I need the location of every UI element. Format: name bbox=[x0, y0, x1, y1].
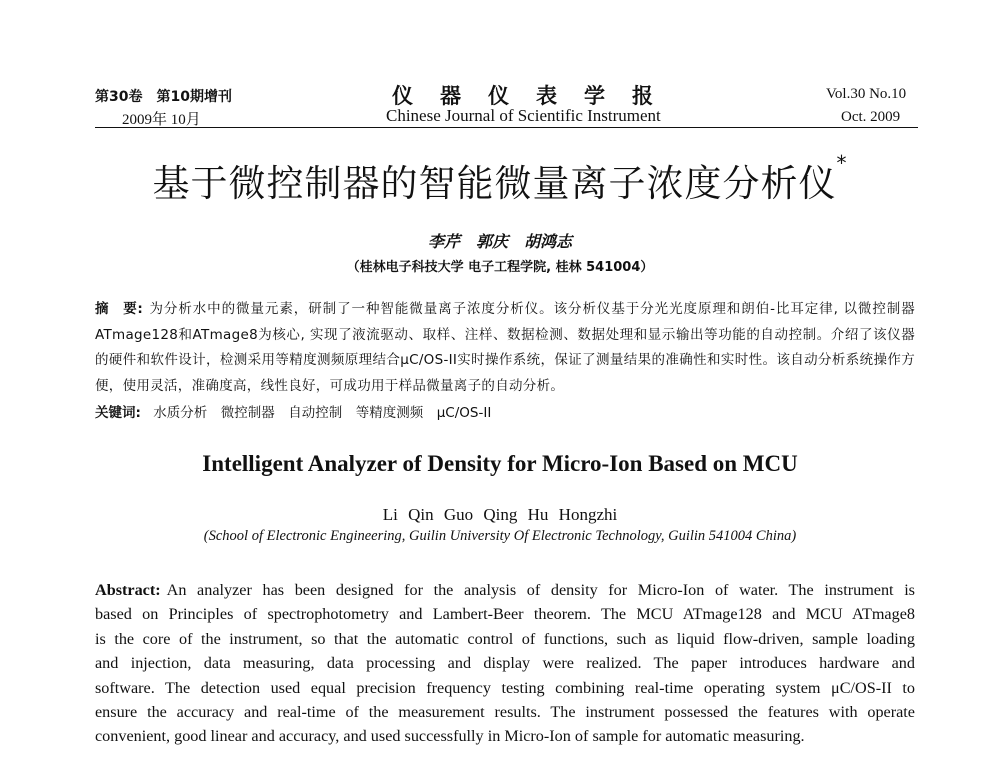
date-en: Oct. 2009 bbox=[841, 109, 901, 125]
abstract-en bbox=[95, 578, 915, 749]
keywords-cn-text: 水质分析 微控制器 自动控制 等精度测频 μC/OS-II bbox=[153, 405, 492, 421]
volume-issue-cn: 第30卷 第10期增刊 bbox=[95, 89, 232, 105]
title-footnote-mark: * bbox=[836, 151, 848, 175]
abstract-en-line: software. The detection used equal precision frequency testing combining real-time operating system μC/OS-II to bbox=[95, 678, 915, 697]
abstract-cn-text: 为分析水中的微量元素，研制了一种智能微量离子浓度分析仪。该分析仪基于分光光度原理和朗伯-比耳定律, 以微控制器ATmage128和ATmage8为核心, 实现了液流驱动、取样、注样、数据检测、数据处理和显示输出等功能的自动控制。介绍了该仪器的硬件和软件设计，检测采用等精度测频原理结合μC/OS-II实时操作系统，保证了测量结果的准确性和实时性。该自动分析系统操作方便，使用灵活，准确度高，线性良好，可成功用于样品微量离子的自动分析。 bbox=[95, 301, 916, 394]
abstract-en-line: convenient, good linear and accuracy, and used successfully in Micro-Ion of sample for automatic measuring. bbox=[95, 727, 805, 746]
journal-name-en: Chinese Journal of Scientific Instrument bbox=[386, 106, 661, 125]
date-cn: 2009年 10月 bbox=[122, 112, 201, 128]
abstract-en-line: ensure the accuracy and real-time of the measurement results. The instrument possessed the features with operate bbox=[95, 703, 915, 722]
abstract-en-line: is the core of the instrument, so that the automatic control of functions, such as liquid flow-driven, sample loading bbox=[95, 629, 915, 648]
header-rule bbox=[95, 127, 918, 128]
abstract-cn bbox=[95, 297, 915, 399]
title-cn-text: 基于微控制器的智能微量离子浓度分析仪 bbox=[152, 162, 837, 205]
keywords-cn-label: 关键词: bbox=[95, 405, 141, 421]
title-en: Intelligent Analyzer of Density for Micro-Ion Based on MCU bbox=[202, 451, 798, 476]
volume-issue-en: Vol.30 No.10 bbox=[826, 86, 907, 102]
authors-cn: 李芹 郭庆 胡鸿志 bbox=[427, 232, 572, 251]
abstract-en-line: and injection, data measuring, data processing and display were realized. The paper introduces hardware and bbox=[95, 654, 915, 673]
keywords-cn bbox=[95, 401, 491, 421]
title-cn bbox=[0, 153, 1000, 207]
abstract-en-label: Abstract: bbox=[95, 581, 161, 599]
abstract-en-line: Abstract: An analyzer has been designed for the analysis of density for Micro-Ion of water. The instrument is bbox=[95, 581, 915, 599]
authors-en: Li Qin Guo Qing Hu Hongzhi bbox=[382, 505, 618, 524]
journal-name-cn: 仪器仪表学报 bbox=[392, 84, 680, 108]
affiliation-en: (School of Electronic Engineering, Guilin University Of Electronic Technology, Guilin 541004 China) bbox=[203, 528, 797, 544]
affiliation-cn: （桂林电子科技大学 电子工程学院, 桂林 541004） bbox=[346, 260, 654, 275]
abstract-cn-label: 摘 要: bbox=[95, 301, 143, 317]
abstract-en-line: based on Principles of spectrophotometry and Lambert-Beer theorem. The MCU ATmage128 and MCU ATmage8 bbox=[95, 605, 915, 624]
